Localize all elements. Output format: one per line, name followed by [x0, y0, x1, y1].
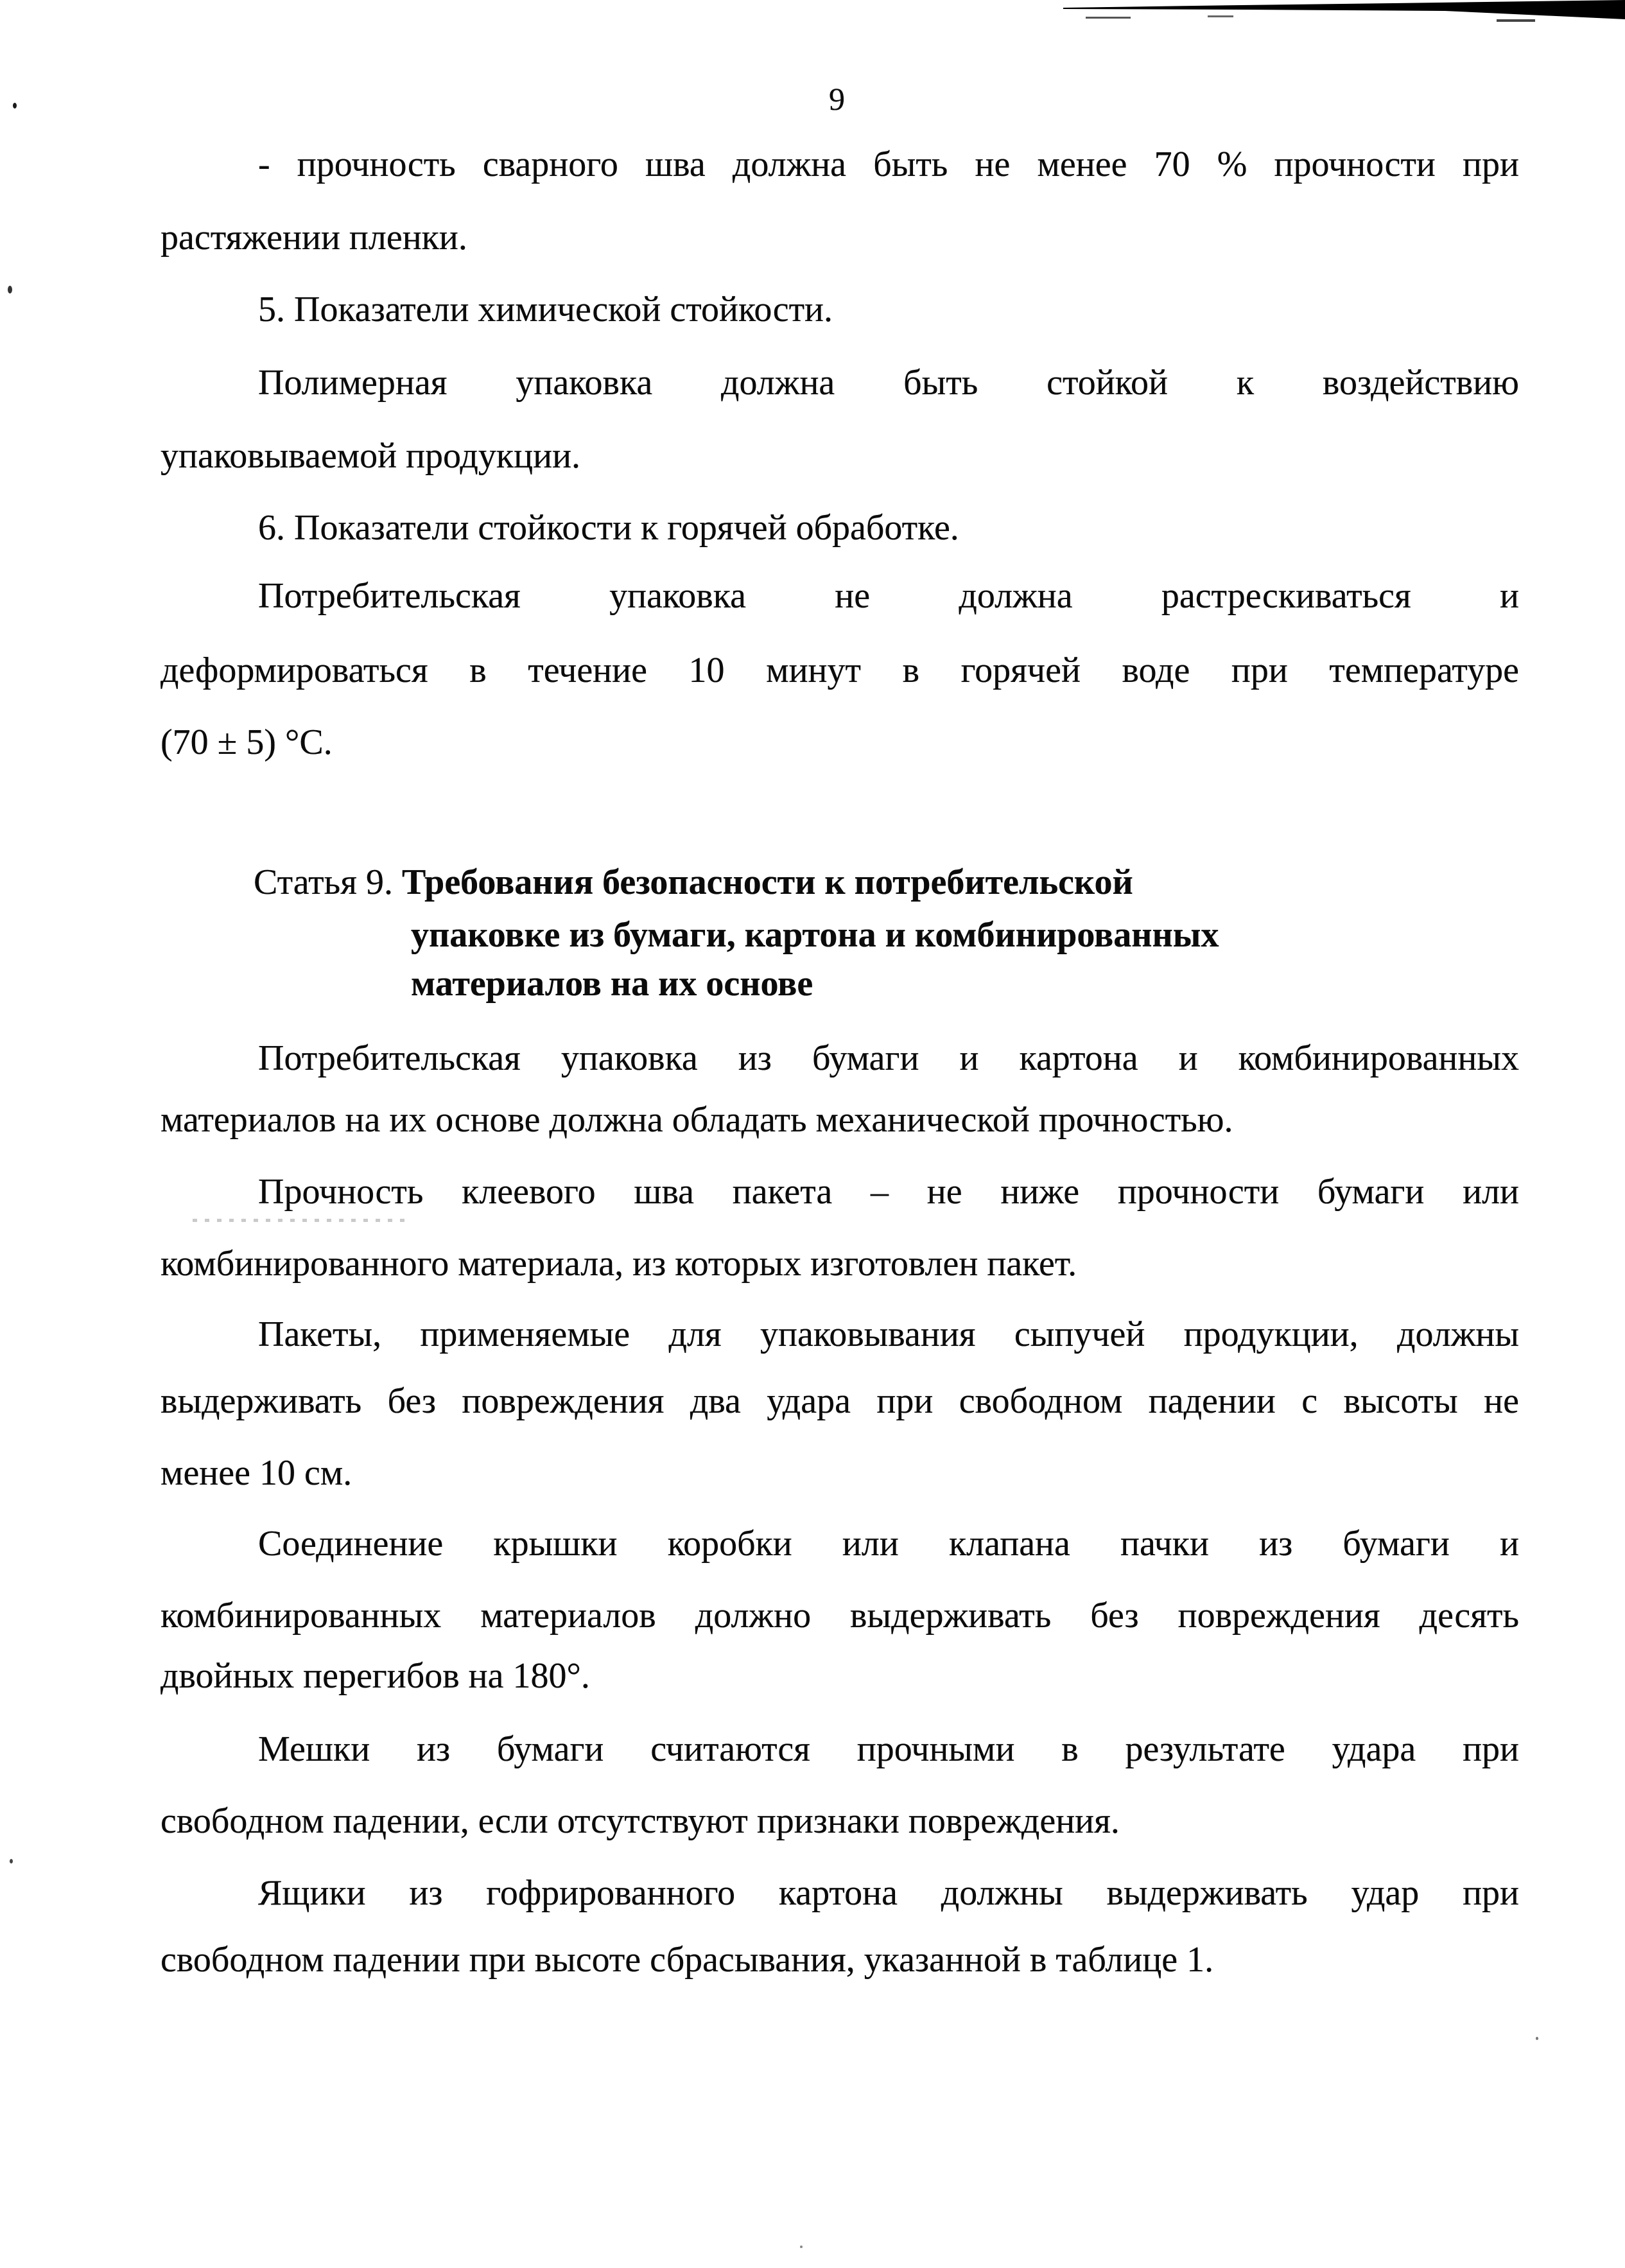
text-line: свободном падении, если отсутствуют признаки повреждения. [161, 1801, 1120, 1841]
text-line: 6. Показатели стойкости к горячей обработке. [258, 508, 959, 548]
text-line: Пакеты, применяемые для упаковывания сыпучей продукции, должны [258, 1314, 1519, 1354]
scan-speck [8, 286, 12, 293]
text-line: материалов на их основе должна обладать механической прочностью. [161, 1100, 1233, 1140]
article-heading-line-1 [254, 863, 1133, 902]
article-number-label: Статья 9. [254, 862, 393, 902]
text-line: Полимерная упаковка должна быть стойкой к воздействию [258, 363, 1519, 403]
text-line: деформироваться в течение 10 минут в горячей воде при температуре [161, 650, 1519, 690]
text-line: комбинированного материала, из которых изготовлен пакет. [161, 1244, 1077, 1284]
text-line: Ящики из гофрированного картона должны выдерживать удар при [258, 1873, 1519, 1913]
text-line: - прочность сварного шва должна быть не менее 70 % прочности при [258, 144, 1519, 184]
text-line: растяжении пленки. [161, 218, 467, 257]
scan-speck [1536, 2037, 1538, 2040]
scan-artifact-streak [1047, 0, 1625, 26]
article-title-part: Требования безопасности к потребительской [401, 862, 1133, 902]
text-line: Потребительская упаковка не должна растрескиваться и [258, 576, 1519, 616]
text-line: Мешки из бумаги считаются прочными в результате удара при [258, 1729, 1519, 1769]
text-line: свободном падении при высоте сбрасывания, указанной в таблице 1. [161, 1940, 1214, 1980]
page-number: 9 [829, 81, 845, 117]
article-heading-line-3: материалов на их основе [411, 964, 813, 1004]
text-line: упаковываемой продукции. [161, 436, 581, 476]
text-line: Потребительская упаковка из бумаги и картона и комбинированных [258, 1038, 1519, 1078]
scan-speck [10, 1859, 13, 1863]
scan-smudge [193, 1219, 404, 1222]
text-line: менее 10 см. [161, 1453, 352, 1493]
scan-speck [800, 2246, 803, 2248]
text-line: Соединение крышки коробки или клапана пачки из бумаги и [258, 1524, 1519, 1564]
text-line: (70 ± 5) °С. [161, 722, 333, 762]
article-heading-line-2: упаковке из бумаги, картона и комбинированных [411, 915, 1219, 955]
text-line: выдерживать без повреждения два удара при свободном падении с высоты не [161, 1381, 1519, 1421]
text-line: 5. Показатели химической стойкости. [258, 290, 833, 329]
text-line: комбинированных материалов должно выдерживать без повреждения десять [161, 1596, 1519, 1636]
scan-speck [13, 103, 17, 109]
text-line: Прочность клеевого шва пакета – не ниже прочности бумаги или [258, 1172, 1519, 1212]
text-line: двойных перегибов на 180°. [161, 1656, 590, 1696]
